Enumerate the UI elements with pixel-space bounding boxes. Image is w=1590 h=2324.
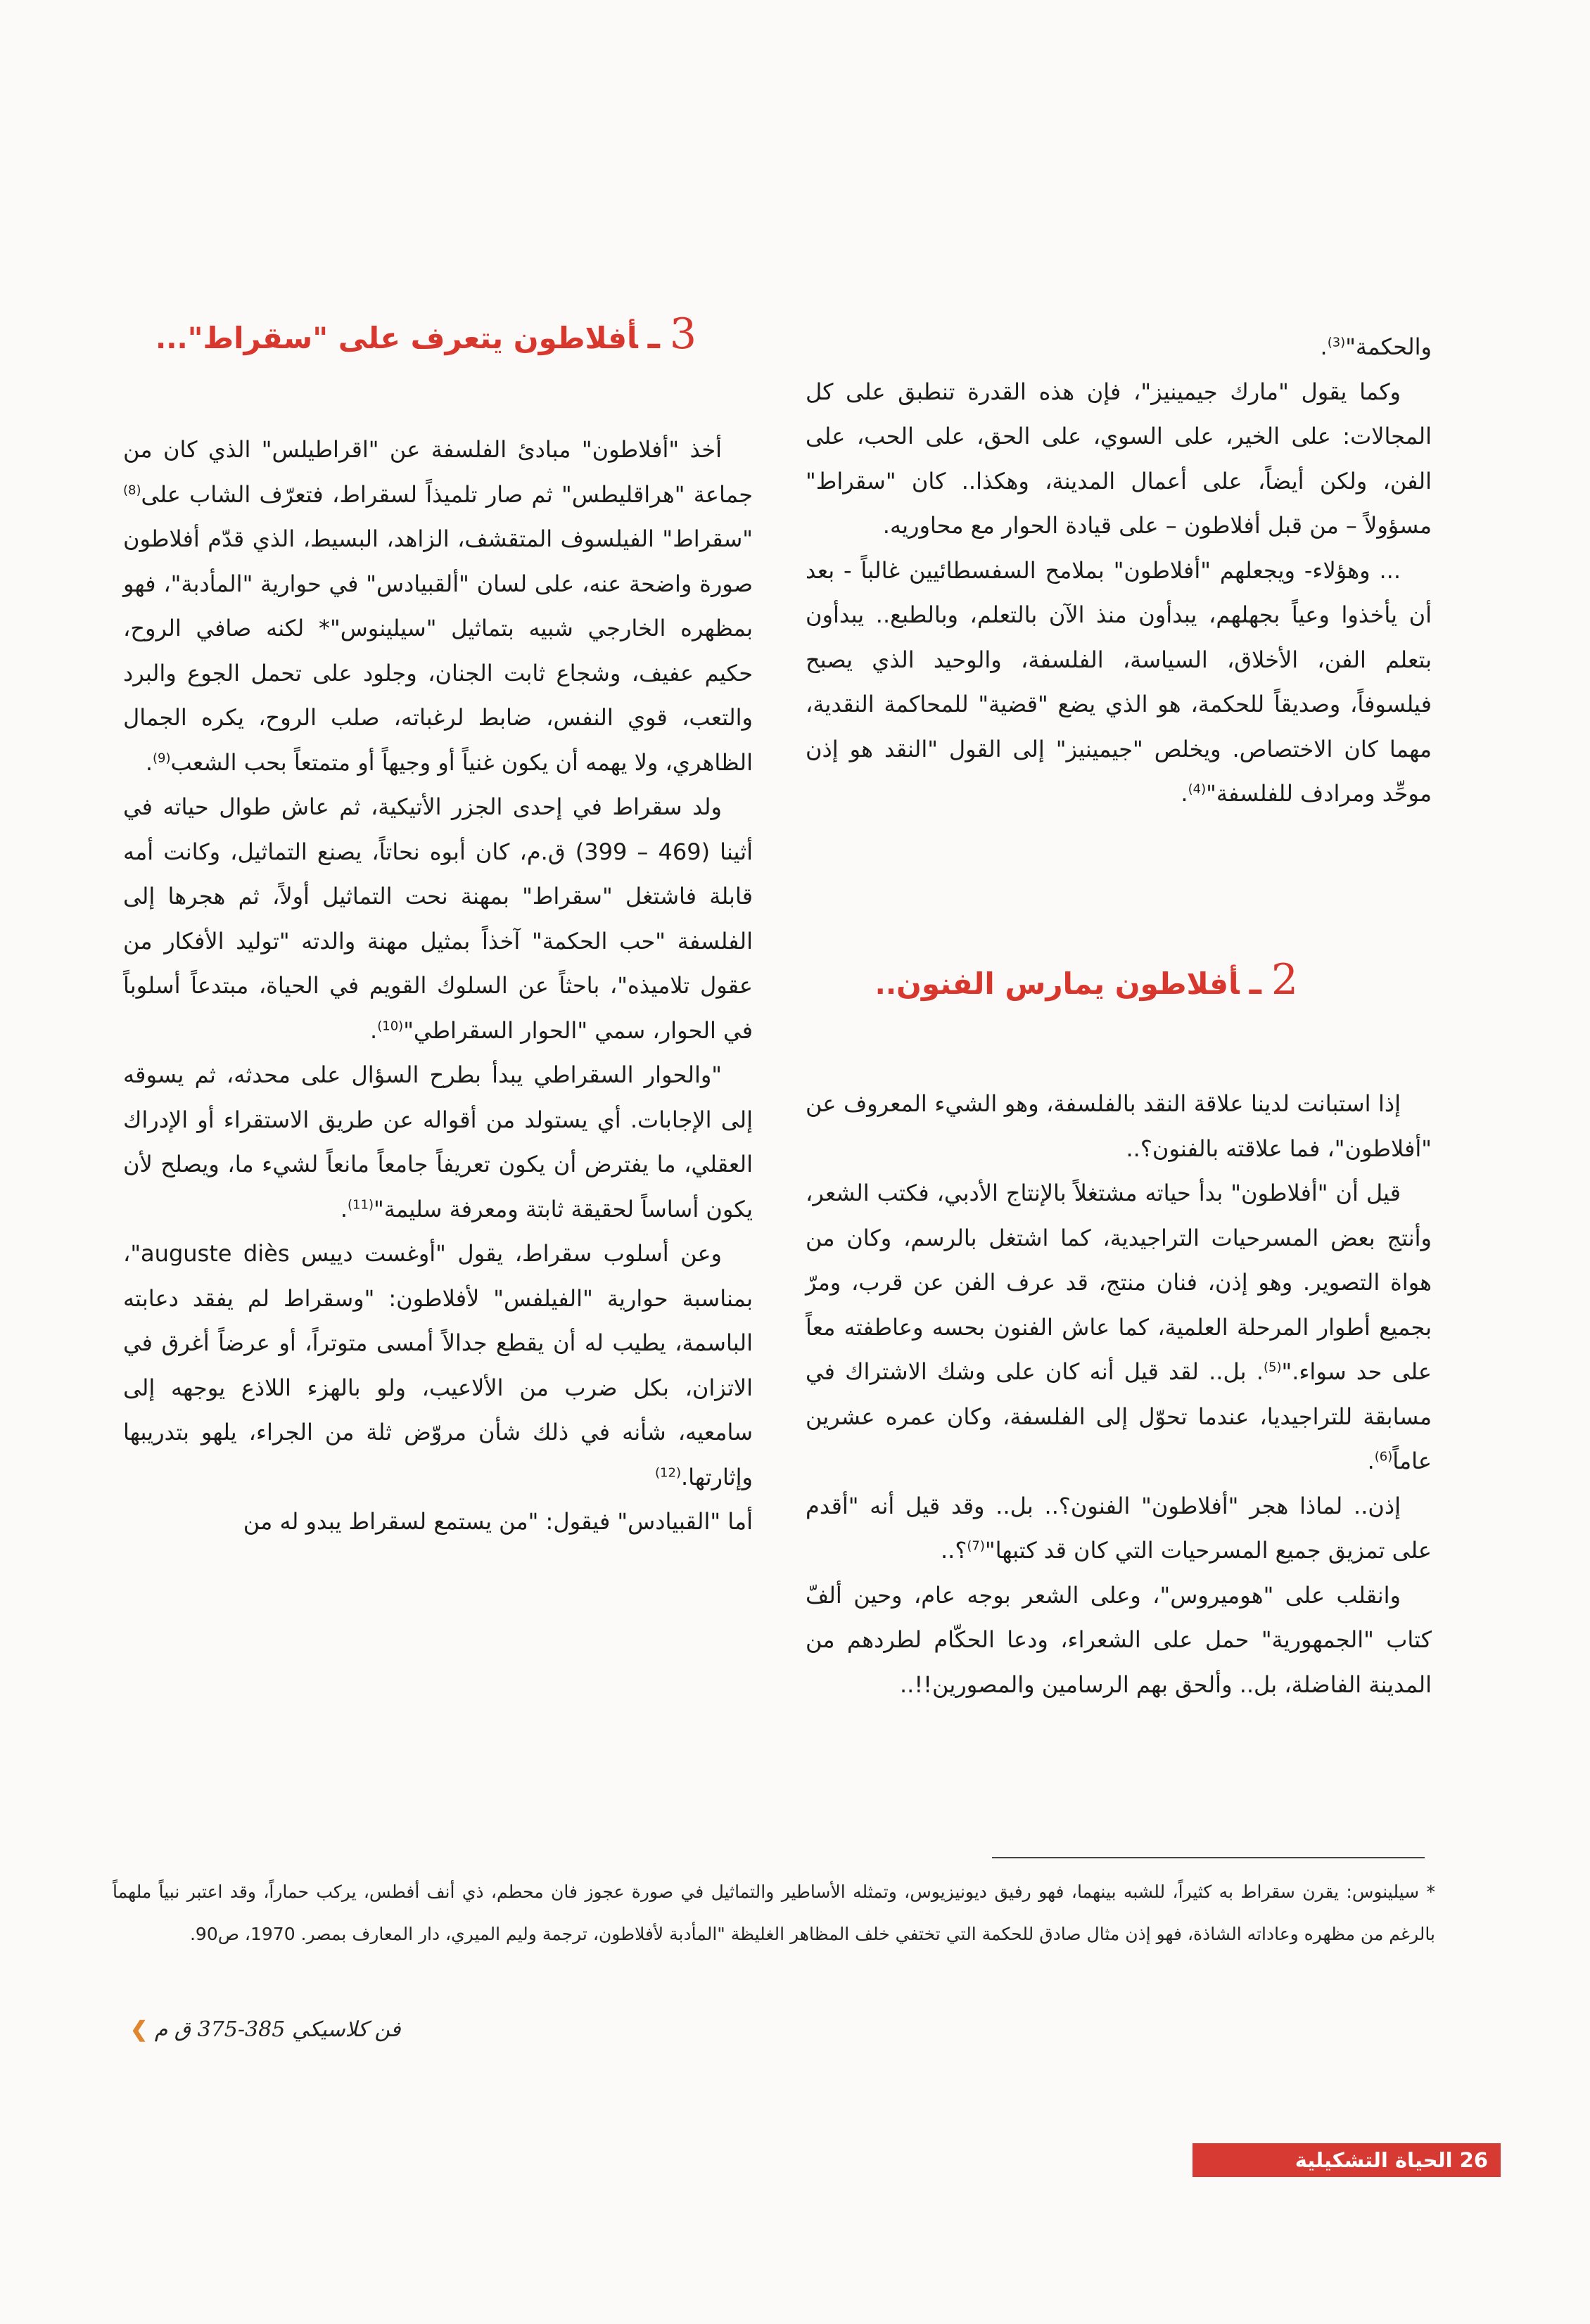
paragraph	[806, 1082, 1432, 1171]
paragraph-text: "سقراط" الفيلسوف المتقشف، الزاهد، البسيط، الذي قدّم أفلاطون صورة واضحة عنه، على لسان "ألقبيادس" في حوارية "المأدبة"، فهو بمظهره الخارجي شبيه بتماثيل "سيلينوس"* لكنه صافي الروح، حكيم عفيف، وشجاع ثابت الجنان، وجلود على تحمل الجوع والبرد والتعب، قوي النفس، ضابط لرغباته، صلب الروح، يكره الجمال الظاهري، ولا يهمه أن يكون غنياً أو وجيهاً أو متمتعاً بحب الشعب	[123, 525, 753, 776]
heading-dash: ـ	[647, 316, 660, 357]
paragraph-text: . بل.. لقد قيل أنه كان على وشك الاشتراك في مسابقة للتراجيديا، عندما تحوّل إلى الفلسفة، وكان عمره عشرين عاماً	[806, 1358, 1432, 1474]
paragraph	[806, 1171, 1432, 1484]
paragraph-text: "والحوار السقراطي يبدأ بطرح السؤال على محدثه، ثم يسوقه إلى الإجابات. أي يستولد من أقواله عن طريق الاستقراء أو الإدراك العقلي، ما يفترض أن يكون تعريفاً جامعاً مانعاً لشيء ما، ويصلح لأن يكون أساساً لحقيقة ثابتة ومعرفة سليمة"	[123, 1061, 753, 1222]
heading-dots: ...	[155, 323, 188, 355]
right-column-top	[806, 325, 1432, 817]
section-number: 2	[1271, 955, 1298, 1004]
section-2-heading	[875, 955, 1298, 1004]
footnote-ref: (11)	[348, 1196, 374, 1212]
paragraph	[806, 1573, 1432, 1708]
heading-dots: ..	[874, 969, 897, 1001]
paragraph-text: .	[1181, 780, 1188, 807]
section-3-heading	[155, 309, 697, 359]
footnote-rule	[992, 1857, 1425, 1858]
image-caption	[130, 2017, 401, 2042]
paragraph-text: .	[1367, 1448, 1375, 1474]
footnote-ref: (5)	[1263, 1360, 1282, 1375]
paragraph	[123, 1500, 753, 1545]
section-title: أفلاطون يمارس الفنون	[896, 966, 1240, 1001]
footnote-ref: (8)	[123, 482, 141, 497]
footnote: * سيلينوس: يقرن سقراط به كثيراً، للشبه بينهما، فهو رفيق ديونيزيوس، وتمثله الأساطير والتماثيل في صورة عجوز فان محطم، ذي أنف أفطس، يركب حماراً، وقد اعتبر نبياً ملهماً بالرغم من مظهره وعاداته الشاذة، فهو إذن مثال صادق للحكمة التي تختفي خلف المظاهر الغليظة "المأدبة لأفلاطون، ترجمة وليم الميري، دار المعارف بمصر. 1970، ص90.	[113, 1882, 1435, 1944]
paragraph	[123, 1053, 753, 1232]
paragraph-text: إذن.. لماذا هجر "أفلاطون" الفنون؟.. بل.. وقد قيل أنه "أقدم على تمزيق جميع المسرحيات التي كان قد كتبها"	[806, 1492, 1432, 1564]
caption-text: فن كلاسيكي 385-375 ق م	[154, 2017, 401, 2042]
paragraph-text: وانقلب على "هوميروس"، وعلى الشعر بوجه عام، وحين ألفّ كتاب "الجمهورية" حمل على الشعراء، ودعا الحكّام لطردهم من المدينة الفاضلة، بل.. وألحق بهم الرسامين والمصورين!!..	[806, 1581, 1432, 1698]
footnote-ref: (7)	[967, 1538, 985, 1554]
magazine-name: الحياة التشكيلية	[1295, 2148, 1453, 2172]
footnote-ref: (3)	[1327, 335, 1346, 350]
paragraph	[123, 428, 753, 785]
heading-dash: ـ	[1249, 962, 1261, 1002]
paragraph	[806, 325, 1432, 370]
paragraph-text: أما "القبيادس" فيقول: "من يستمع لسقراط يبدو له من	[243, 1508, 753, 1535]
section-title: أفلاطون يتعرف على "سقراط"	[187, 321, 638, 355]
section-number: 3	[669, 309, 697, 359]
paragraph	[123, 785, 753, 1053]
footnote-ref: (6)	[1374, 1449, 1393, 1464]
paragraph	[806, 549, 1432, 817]
footnote-ref: (10)	[377, 1018, 404, 1033]
footnote-ref: (4)	[1188, 781, 1207, 797]
paragraph-text: .	[145, 748, 153, 776]
paragraph-text: قيل أن "أفلاطون" بدأ حياته مشتغلاً بالإنتاج الأدبي، فكتب الشعر، وأنتج بعض المسرحيات التراجيدية، كما اشتغل بالرسم، وكان من هواة التصوير. وهو إذن، فنان منتج، قد عرف الفن عن قرب، ومرّ بجميع أطوار المرحلة العلمية، كما عاش الفنون بحسه وعاطفته معاً على حد سواء."	[806, 1180, 1432, 1385]
paragraph-text: أخذ "أفلاطون" مبادئ الفلسفة عن "اقراطيلس" الذي كان من جماعة "هراقليطس" ثم صار تلميذاً لسقراط، فتعرّف الشاب على	[123, 436, 753, 508]
page-footer-tab	[1192, 2143, 1501, 2177]
paragraph	[806, 370, 1432, 549]
paragraph-text: ؟..	[941, 1537, 967, 1564]
paragraph-text: .	[1320, 333, 1328, 360]
footnote-ref: (12)	[655, 1464, 681, 1480]
paragraph-text: إذا استبانت لدينا علاقة النقد بالفلسفة، وهو الشيء المعروف عن "أفلاطون"، فما علاقته بالفنون؟..	[806, 1090, 1432, 1162]
paragraph	[123, 1232, 753, 1500]
paragraph-text: .	[370, 1016, 378, 1044]
footnote-ref: (9)	[152, 750, 171, 765]
page-number: 26	[1459, 2148, 1488, 2172]
paragraph-text: .	[340, 1195, 348, 1222]
paragraph-text: ولد سقراط في إحدى الجزر الأتيكية، ثم عاش طوال حياته في أثينا (469 – 399) ق.م، كان أبوه نحاتاً، يصنع التماثيل، وكانت أمه قابلة فاشتغل "سقراط" بمهنة نحت التماثيل أولاً، ثم هجرها إلى الفلسفة "حب الحكمة" آخذاً بمثيل مهنة والدته "توليد الأفكار من عقول تلاميذه"، باحثاً عن السلوك القويم في الحياة، مبتدعاً أسلوباً في الحوار، سمي "الحوار السقراطي"	[123, 793, 753, 1044]
right-column-bottom	[806, 1082, 1432, 1707]
paragraph	[806, 1484, 1432, 1573]
chevron-right-icon: ❯	[130, 2017, 148, 2042]
paragraph-text: وعن أسلوب سقراط، يقول "أوغست دييس auguste diès"، بمناسبة حوارية "الفيلفس" لأفلاطون: "وسقراط لم يفقد دعابته الباسمة، يطيب له أن يقطع جدالاً أمسى متوتراً، أو عرضاً أغرق في الاتزان، بكل ضرب من الألاعيب، ولو بالهزء اللاذع يوجهه إلى سامعيه، شأنه في ذلك شأن مروّض ثلة من الجراء، يلهو بتدريبها وإثارتها.	[123, 1240, 753, 1490]
paragraph-text: وكما يقول "مارك جيمينيز"، فإن هذه القدرة تنطبق على كل المجالات: على الخير، على السوي، على الحق، على الحب، على الفن، ولكن أيضاً، على أعمال المدينة، وهكذا.. كان "سقراط" مسؤولاً – من قبل أفلاطون – على قيادة الحوار مع محاوريه.	[806, 378, 1432, 539]
paragraph-text: والحكمة"	[1345, 333, 1432, 360]
paragraph-text: ... وهؤلاء- ويجعلهم "أفلاطون" بملامح السفسطائيين غالباً - بعد أن يأخذوا وعياً بجهلهم، يبدأون منذ الآن بالتعلم، وبالطبع.. يبدأون بتعلم الفن، الأخلاق، السياسة، الفلسفة، والوحيد الذي يصبح فيلسوفاً، وصديقاً للحكمة، هو الذي يضع "قضية" للمحاكمة النقدية، مهما كان الاختصاص. ويخلص "جيمينيز" إلى القول "النقد هو إذن موحِّد ومرادف للفلسفة"	[806, 556, 1432, 807]
left-column	[123, 428, 753, 1545]
